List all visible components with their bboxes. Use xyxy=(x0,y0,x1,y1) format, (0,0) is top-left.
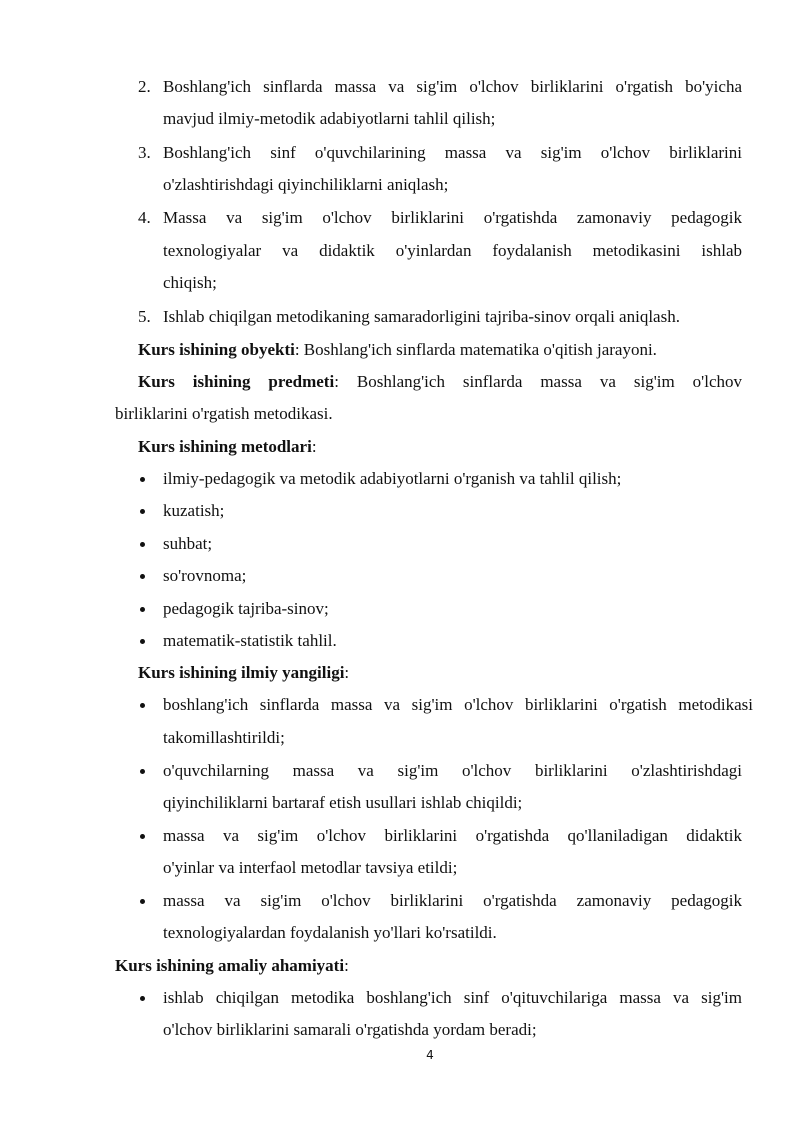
bullet-icon xyxy=(140,890,150,900)
method-item: kuzatish; xyxy=(163,501,225,520)
novelty-item-line: o'yinlar va interfaol metodlar tavsiya etildi; xyxy=(163,858,458,877)
novelty-item-line: o'quvchilarning massa va sig'im o'lchov birliklarini o'zlashtirishdagi xyxy=(163,761,742,780)
novelty-item-line: qiyinchiliklarni bartaraf etish usullari ishlab chiqildi; xyxy=(163,793,523,812)
methods-label: Kurs ishining metodlari xyxy=(138,437,312,456)
list-item-line: Boshlang'ich sinflarda massa va sig'im o'lchov birliklarini o'rgatish bo'yicha xyxy=(163,77,742,96)
list-item-line: o'zlashtirishdagi qiyinchiliklarni aniqlash; xyxy=(163,175,449,194)
novelty-item-line: boshlang'ich sinflarda massa va sig'im o'lchov birliklarini o'rgatish metodikasi xyxy=(163,695,753,714)
subject-label: Kurs ishining predmeti xyxy=(138,372,335,391)
practical-item-line: ishlab chiqilgan metodika boshlang'ich sinf o'qituvchilariga massa va sig'im xyxy=(163,988,742,1007)
list-item-line: mavjud ilmiy-metodik adabiyotlarni tahlil qilish; xyxy=(163,109,496,128)
bullet-icon xyxy=(140,565,150,575)
subject-text-continued: birliklarini o'rgatish metodikasi. xyxy=(115,404,333,423)
bullet-icon xyxy=(140,760,150,770)
bullet-icon xyxy=(140,468,150,478)
novelty-item-line: massa va sig'im o'lchov birliklarini o'rgatishda qo'llaniladigan didaktik xyxy=(163,826,742,845)
practical-item-line: o'lchov birliklarini samarali o'rgatishda yordam beradi; xyxy=(163,1020,537,1039)
method-item: suhbat; xyxy=(163,534,213,553)
method-item: matematik-statistik tahlil. xyxy=(163,631,337,650)
novelty-item-line: massa va sig'im o'lchov birliklarini o'rgatishda zamonaviy pedagogik xyxy=(163,891,742,910)
list-number: 4. xyxy=(138,208,151,227)
bullet-icon xyxy=(140,598,150,608)
list-item-line: chiqish; xyxy=(163,273,217,292)
practical-colon: : xyxy=(344,956,349,975)
novelty-label: Kurs ishining ilmiy yangiligi xyxy=(138,663,345,682)
practical-heading xyxy=(115,955,349,977)
object-label: Kurs ishining obyekti xyxy=(138,340,295,359)
method-item: so'rovnoma; xyxy=(163,566,247,585)
methods-heading xyxy=(138,436,317,458)
list-item-line: Ishlab chiqilgan metodikaning samaradorligini tajriba-sinov orqali aniqlash. xyxy=(163,307,680,326)
page-number: 4 xyxy=(426,1048,434,1062)
method-item: ilmiy-pedagogik va metodik adabiyotlarni o'rganish va tahlil qilish; xyxy=(163,469,622,488)
bullet-icon xyxy=(140,694,150,704)
bullet-icon xyxy=(140,987,150,997)
list-item-line: texnologiyalar va didaktik o'yinlardan foydalanish metodikasini ishlab xyxy=(163,241,742,260)
novelty-item-line: takomillashtirildi; xyxy=(163,728,285,747)
practical-label: Kurs ishining amaliy ahamiyati xyxy=(115,956,345,975)
list-item-line: Massa va sig'im o'lchov birliklarini o'rgatishda zamonaviy pedagogik xyxy=(163,208,742,227)
object-paragraph xyxy=(138,339,657,361)
methods-colon: : xyxy=(311,437,317,456)
novelty-heading xyxy=(138,662,349,684)
bullet-icon xyxy=(140,630,150,640)
method-item: pedagogik tajriba-sinov; xyxy=(163,599,329,618)
object-text: : Boshlang'ich sinflarda matematika o'qitish jarayoni. xyxy=(294,340,657,359)
bullet-icon xyxy=(140,533,150,543)
subject-text: : Boshlang'ich sinflarda massa va sig'im o'lchov xyxy=(334,372,742,391)
list-number: 3. xyxy=(138,143,151,162)
novelty-colon: : xyxy=(344,663,350,682)
list-number: 5. xyxy=(138,307,151,326)
list-item-line: Boshlang'ich sinf o'quvchilarining massa va sig'im o'lchov birliklarini xyxy=(163,143,742,162)
list-number: 2. xyxy=(138,77,151,96)
subject-paragraph xyxy=(138,371,742,393)
bullet-icon xyxy=(140,500,150,510)
novelty-item-line: texnologiyalardan foydalanish yo'llari ko'rsatildi. xyxy=(163,923,497,942)
bullet-icon xyxy=(140,825,150,835)
